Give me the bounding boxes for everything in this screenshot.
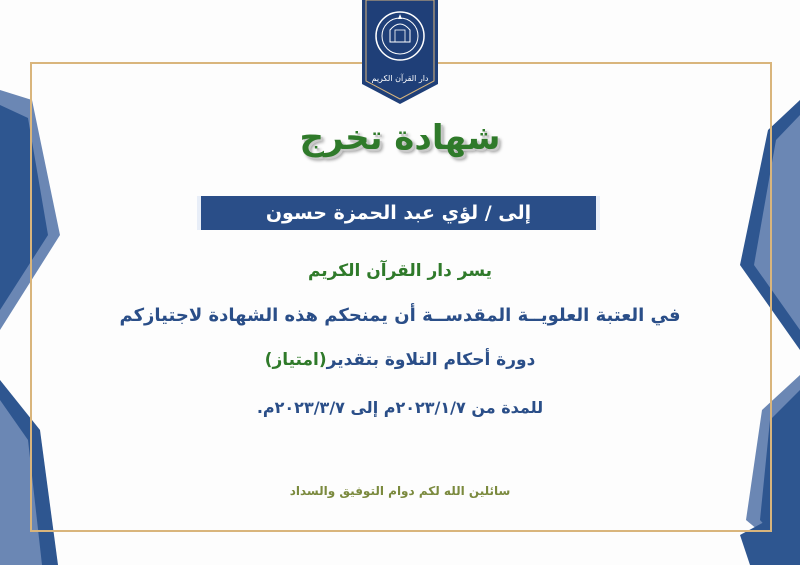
course-text: دورة أحكام التلاوة بتقدير bbox=[326, 350, 536, 370]
issuer-line: يسر دار القرآن الكريم bbox=[307, 261, 493, 281]
grade-text: (امتياز) bbox=[264, 350, 327, 370]
closing-line: سائلين الله لكم دوام التوفيق والسداد bbox=[289, 484, 511, 498]
grant-line: في العتبة العلويــة المقدســة أن يمنحكم هذه الشهادة لاجتيازكم bbox=[119, 305, 681, 326]
period-line: للمدة من ٢٠٢٣/١/٧م إلى ٢٠٢٣/٣/٧م. bbox=[256, 398, 544, 417]
emblem-caption: دار القرآن الكريم bbox=[371, 74, 429, 83]
seal-emblem-icon bbox=[362, 0, 438, 104]
recipient-bar bbox=[197, 196, 600, 230]
recipient-name: إلى / لؤي عبد الحمزة حسون bbox=[265, 202, 532, 224]
course-line bbox=[100, 350, 700, 370]
certificate-title: شهادة تخرج bbox=[299, 118, 501, 158]
